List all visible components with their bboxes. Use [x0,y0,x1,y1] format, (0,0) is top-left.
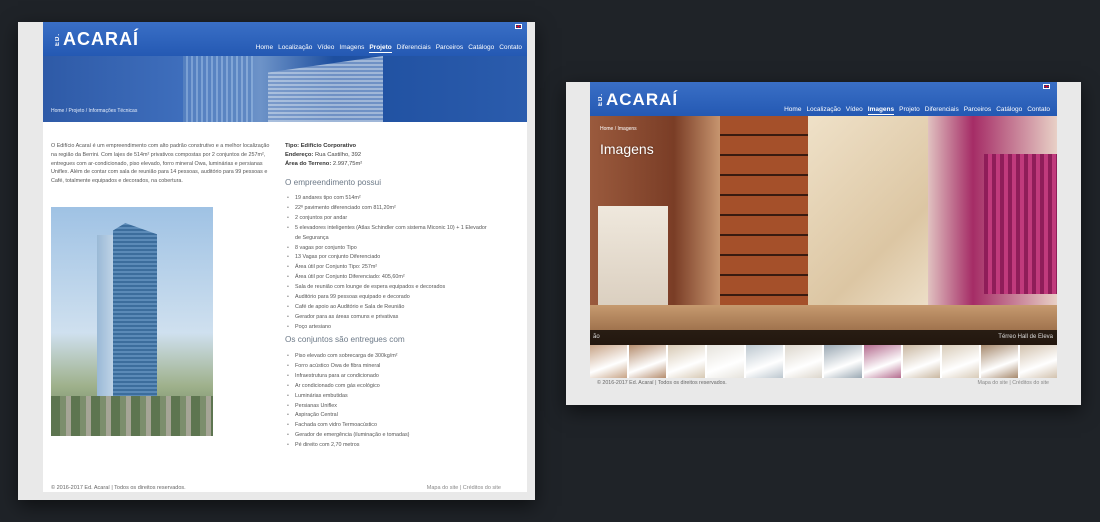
spec-endereco-label: Endereço: [285,151,314,158]
footer-copyright: © 2016-2017 Ed. Acaraí | Todos os direitos reservados. [597,380,727,386]
browser-window-info-tecnicas [18,22,535,500]
reception-desk [598,206,668,316]
nav-link-diferenciais[interactable]: Diferenciais [924,106,959,113]
list-item: • Auditório para 99 pessoas equipado e decorado [287,293,487,303]
list-item: • 22º pavimento diferenciado com 811,20m² [287,204,487,214]
spec-endereco-value: Rua Castilho, 392 [314,151,362,158]
list-item: • Persianas Uniflex [287,402,487,412]
list-item: • Forro acústico Owa de fibra mineral [287,362,487,372]
gallery-thumbnail[interactable] [785,345,822,378]
site-logo[interactable] [55,29,139,50]
spec-area-label: Área do Terreno: [285,160,332,167]
tower-facade [113,223,157,411]
nav-link-imagens[interactable]: Imagens [339,44,365,51]
spec-tipo-value: Edifício Corporativo [300,143,357,149]
list-item: • Pé direito com 2,70 metros [287,441,487,451]
list-item: • Sala de reunião com lounge de espera equipados e decorados [287,283,487,293]
site-page [43,22,527,492]
nav-link-catalogo[interactable]: Catálogo [468,44,495,51]
logo-prefix: ED. [55,32,61,46]
intro-paragraph: O Edifício Acaraí é um empreendimento com alto padrão construtivo e a melhor localização na região da Berrini. Com lajes de 514m² privativos compostas por 2 conjuntos de 257m², entregues com ar-condicionado, piso elevado, forro mineral Owa, luminárias e persianas Uniflex. Além de contar com sala de reunião para 14 pessoas, auditório para 99 pessoas e Café, totalmente equipados e decorados, na cobertura. [51,143,270,185]
delivery-list [287,352,487,451]
list-item: • Infraestrutura para ar condicionado [287,372,487,382]
list-item: • 2 conjuntos por andar [287,214,487,224]
main-nav [251,44,522,53]
banner-building-image [268,56,383,122]
nav-link-home[interactable]: Home [784,106,802,113]
building-render-image [51,207,213,436]
list-item: • Piso elevado com sobrecarga de 300kg/m² [287,352,487,362]
nav-link-contato[interactable]: Contato [499,44,522,51]
gallery-thumbnail[interactable] [824,345,861,378]
list-item: • Gerador para as áreas comuns e privativas [287,313,487,323]
page-title: Informações Técnicas [51,120,188,136]
footer-links[interactable]: Mapa do site | Créditos do site [426,485,501,491]
spec-area-value: 2.997,75m² [332,160,363,167]
nav-link-projeto[interactable]: Projeto [369,44,392,51]
list-item: • 19 andares tipo com 514m² [287,194,487,204]
logo-name: ACARAÍ [63,29,139,49]
site-header [590,82,1057,116]
gallery-thumbnail[interactable] [864,345,901,378]
caption-prev: ão [593,334,600,340]
section-title-conjuntos: Os conjuntos são entregues com [285,335,405,344]
nav-link-catalogo[interactable]: Catálogo [996,106,1023,113]
site-header [43,22,527,56]
list-item: • 8 vagas por conjunto Tipo [287,244,487,254]
breadcrumb[interactable]: Home / Projeto / Informações Técnicas [51,108,138,114]
gallery-thumbnail[interactable] [981,345,1018,378]
gallery-thumbnail[interactable] [1020,345,1057,378]
feature-list [287,194,487,333]
nav-link-parceiros[interactable]: Parceiros [963,106,992,113]
gallery-thumbnail[interactable] [707,345,744,378]
banner-building-image [183,56,253,122]
list-item: • Área útil por Conjunto Diferenciado: 405,60m² [287,273,487,283]
site-logo[interactable] [598,90,678,110]
logo-name: ACARAÍ [606,90,679,109]
nav-link-diferenciais[interactable]: Diferenciais [396,44,431,51]
english-flag-icon[interactable] [1043,84,1050,89]
breadcrumb[interactable]: Home / Imagens [600,126,637,132]
gallery-thumbnail[interactable] [903,345,940,378]
list-item: • 5 elevadores inteligentes (Atlas Schindler com sistema Miconic 10) + 1 Elevador de Segurança [287,224,487,244]
specs-block [285,142,362,168]
list-item: • Gerador de emergência (iluminação e tomadas) [287,431,487,441]
footer-copyright: © 2016-2017 Ed. Acaraí | Todos os direitos reservados. [51,485,186,491]
nav-link-video[interactable]: Vídeo [845,106,863,113]
nav-link-home[interactable]: Home [255,44,274,51]
nav-link-contato[interactable]: Contato [1027,106,1050,113]
hero-banner [43,56,527,136]
gallery-thumbnail[interactable] [629,345,666,378]
list-item: • Aspiração Central [287,411,487,421]
nav-link-parceiros[interactable]: Parceiros [435,44,464,51]
logo-prefix: ED. [598,93,604,107]
list-item: • Fachada com vidro Termoacústico [287,421,487,431]
nav-link-projeto[interactable]: Projeto [899,106,920,113]
spec-tipo-label: Tipo: [285,143,300,149]
site-page [590,82,1057,378]
caption-current: Térreo Hall de Eleva [998,334,1053,340]
list-item: • 13 Vagas por conjunto Diferenciado [287,253,487,263]
list-item: • Luminárias embutidas [287,392,487,402]
nav-link-localizacao[interactable]: Localização [806,106,841,113]
nav-link-imagens[interactable]: Imagens [867,106,895,113]
gallery-main-image[interactable] [590,116,1057,345]
nav-link-localizacao[interactable]: Localização [278,44,313,51]
english-flag-icon[interactable] [515,24,522,29]
section-title-empreendimento: O empreendimento possui [285,178,382,187]
gallery-thumbnail[interactable] [590,345,627,378]
page-title: Imagens [600,141,654,157]
city-skyline [51,396,213,436]
nav-link-video[interactable]: Vídeo [317,44,335,51]
browser-window-imagens [566,82,1081,405]
caption-bar [590,330,1057,345]
list-item: • Área útil por Conjunto Tipo: 257m² [287,263,487,273]
list-item: • Ar condicionado com gás ecológico [287,382,487,392]
gallery-thumbnail[interactable] [942,345,979,378]
list-item: • Café de apoio ao Auditório e Sala de Reunião [287,303,487,313]
footer-links[interactable]: Mapa do site | Créditos do site [977,380,1049,386]
thumbnail-strip [590,345,1057,378]
list-item: • Poço artesiano [287,323,487,333]
gallery-thumbnail[interactable] [746,345,783,378]
gallery-thumbnail[interactable] [668,345,705,378]
curtain [984,154,1057,294]
main-nav [779,106,1050,115]
